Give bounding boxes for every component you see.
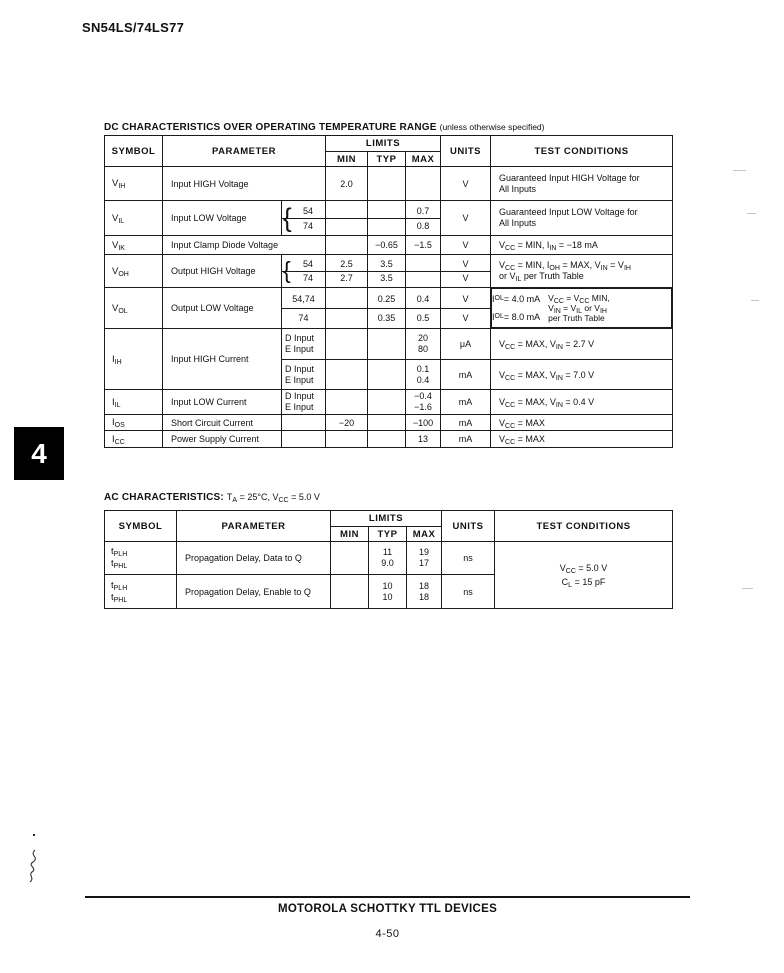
units-cell: ns [442, 575, 495, 609]
dc-header-row [105, 136, 673, 152]
typ-cell [368, 415, 406, 431]
symbol-cell [105, 542, 177, 575]
min-cell [331, 575, 369, 609]
row-icc [105, 431, 673, 448]
units-cell [441, 255, 491, 288]
units-cell: μA [441, 329, 491, 360]
min-cell [326, 236, 368, 255]
units-cell [441, 288, 491, 329]
units-cell: mA [441, 415, 491, 431]
min-cell [326, 360, 368, 390]
max-cell: 13 [406, 431, 441, 448]
scan-dash-artifact [747, 213, 756, 214]
max-value: 20 [417, 333, 428, 343]
max-value: 19 [418, 547, 429, 557]
parameter-cell: Output HIGH Voltage [163, 255, 282, 288]
symbol-cell: $V_{IH}$ [105, 167, 163, 201]
symbol-cell: $V_{OH}$ [105, 255, 163, 288]
max-value: 0.7 [406, 204, 440, 219]
units-cell: ns [442, 542, 495, 575]
scan-dash-artifact [751, 300, 759, 301]
parameter-cell: Input LOW Current [163, 390, 282, 415]
min-cell [326, 431, 368, 448]
test-cell [491, 167, 673, 201]
device-label: 54,74 [282, 290, 325, 309]
ac-characteristics-section [104, 492, 672, 609]
typ-cell [369, 542, 407, 575]
dc-table [104, 135, 673, 448]
ac-header-parameter: PARAMETER [177, 511, 331, 542]
typ-value: 10 [382, 591, 393, 602]
device-split-cell [282, 415, 326, 431]
min-cell [331, 542, 369, 575]
dc-title-text: DC CHARACTERISTICS OVER OPERATING TEMPERATURE RANGE [104, 122, 437, 133]
max-value: 80 [417, 344, 428, 354]
ac-header-typ: TYP [369, 527, 407, 542]
units-cell: V [441, 201, 491, 236]
ac-title-text: AC CHARACTERISTICS: [104, 492, 224, 503]
max-value: 18 [418, 591, 429, 602]
typ-value: 3.5 [380, 273, 393, 283]
max-cell [406, 288, 441, 329]
max-cell [406, 390, 441, 415]
test-line: per Truth Table [548, 313, 605, 323]
max-value: −1.6 [414, 402, 432, 412]
typ-value: 0.25 [368, 290, 405, 309]
test-cell: $V_{CC}$ = MAX, $V_{IN} = 0.4$ V [491, 390, 673, 415]
ac-header-test: TEST CONDITIONS [495, 511, 673, 542]
device-split-cell [282, 288, 326, 329]
ac-header-row [105, 511, 673, 527]
typ-cell: −0.65 [368, 236, 406, 255]
scan-dot-artifact [33, 834, 35, 836]
input-label: E Input [285, 374, 314, 385]
symbol-cell [105, 575, 177, 609]
test-line: $V_{IN} = V_{IL}$ or $V_{IH}$ [548, 303, 607, 315]
min-cell: −20 [326, 415, 368, 431]
ac-section-title [104, 492, 672, 503]
max-value: 0.8 [416, 220, 430, 231]
ac-header-units: UNITS [442, 511, 495, 542]
input-label: E Input [285, 402, 314, 412]
symbol-line: $t_{PLH}$ [111, 579, 128, 592]
row-vih [105, 167, 673, 201]
dc-header-typ: TYP [368, 152, 406, 167]
input-label: D Input [285, 333, 315, 343]
ac-header-symbol: SYMBOL [105, 511, 177, 542]
units-cell: V [441, 167, 491, 201]
input-split-cell [282, 390, 326, 415]
device-label: 74 [302, 273, 313, 283]
units-cell: mA [441, 360, 491, 390]
row-prop-delay-data [105, 542, 673, 575]
parameter-cell: Input HIGH Current [163, 329, 282, 390]
input-split-cell [282, 329, 326, 360]
typ-cell [369, 575, 407, 609]
device-label: 74 [298, 312, 309, 323]
min-cell [326, 255, 368, 288]
max-cell [406, 255, 441, 288]
ac-header-max: MAX [407, 527, 442, 542]
units-cell: mA [441, 431, 491, 448]
dc-header-min: MIN [326, 152, 368, 167]
typ-cell [368, 201, 406, 236]
device-split-cell [282, 431, 326, 448]
device-split-cell [282, 255, 326, 288]
dc-section-title [104, 122, 672, 133]
device-label: 54 [282, 204, 325, 219]
symbol-cell: $V_{OL}$ [105, 288, 163, 329]
typ-value: 9.0 [381, 558, 394, 568]
typ-cell [368, 360, 406, 390]
typ-value: 10 [382, 580, 393, 591]
test-cell: $V_{CC}$ = MAX, $V_{IN} = 7.0$ V [491, 360, 673, 390]
symbol-cell: $I_{IL}$ [105, 390, 163, 415]
typ-cell [368, 255, 406, 288]
symbol-cell: $I_{IH}$ [105, 329, 163, 390]
brace-glyph: { [283, 257, 291, 284]
dc-header-test: TEST CONDITIONS [491, 136, 673, 167]
min-cell [326, 390, 368, 415]
parameter-cell: Short Circuit Current [163, 415, 282, 431]
test-cell: $V_{CC}$ = MIN, $I_{IN} = -18$ mA [491, 236, 673, 255]
units-cell: V [441, 236, 491, 255]
test-line: All Inputs [499, 218, 537, 228]
device-label: 74 [302, 220, 313, 231]
test-cell [495, 542, 673, 609]
test-line: or $V_{IL}$ per Truth Table [499, 271, 584, 283]
test-line: $V_{CC} = V_{CC}$ MIN, [548, 293, 610, 305]
device-split-cell [282, 201, 326, 236]
parameter-cell: Power Supply Current [163, 431, 282, 448]
parameter-cell: Propagation Delay, Data to Q [177, 542, 331, 575]
ac-header-min: MIN [331, 527, 369, 542]
max-value: 0.1 [416, 363, 430, 374]
test-cell [491, 288, 672, 328]
test-line: Guaranteed Input HIGH Voltage for [499, 172, 640, 183]
typ-cell [368, 167, 406, 201]
scan-dash-artifact [733, 170, 746, 171]
max-cell [406, 201, 441, 236]
typ-value: 0.35 [377, 312, 396, 323]
dc-header-symbol: SYMBOL [105, 136, 163, 167]
min-cell: 2.0 [326, 167, 368, 201]
parameter-cell: Output LOW Voltage [163, 288, 282, 329]
ac-table [104, 510, 673, 609]
symbol-line: $t_{PHL}$ [111, 591, 128, 604]
max-value: 18 [418, 580, 429, 591]
typ-cell [368, 390, 406, 415]
symbol-cell: $I_{CC}$ [105, 431, 163, 448]
footer-title: MOTOROLA SCHOTTKY TTL DEVICES [277, 903, 498, 915]
symbol-line: $t_{PHL}$ [111, 558, 128, 570]
test-line: All Inputs [499, 183, 537, 194]
test-line: $V_{CC} = 5.0$ V [559, 563, 608, 575]
footer-rule [85, 896, 690, 898]
test-line: Guaranteed Input LOW Voltage for [499, 207, 638, 217]
part-number-title: SN54LS/74LS77 [82, 20, 185, 35]
scan-dash-artifact [742, 588, 753, 589]
parameter-cell: Propagation Delay, Enable to Q [177, 575, 331, 609]
min-value: 2.5 [326, 258, 367, 272]
page-number: 4-50 [375, 928, 400, 940]
typ-value: 3.5 [368, 258, 405, 272]
test-line: $V_{CC}$ = MIN, $I_{OH}$ = MAX, $V_{IN} = V_{IH}$ [499, 260, 631, 272]
test-cell: $V_{CC}$ = MAX, $V_{IN} = 2.7$ V [491, 329, 673, 360]
row-vik [105, 236, 673, 255]
row-iil [105, 390, 673, 415]
chapter-number: 4 [31, 437, 47, 469]
input-split-cell [282, 360, 326, 390]
units-value: V [441, 258, 490, 272]
min-value: 2.7 [340, 273, 353, 283]
min-cell [326, 288, 368, 329]
min-cell [326, 329, 368, 360]
max-cell: −100 [406, 415, 441, 431]
max-value: −0.4 [414, 391, 432, 401]
row-ios [105, 415, 673, 431]
input-label: E Input [285, 344, 314, 354]
symbol-cell: $V_{IL}$ [105, 201, 163, 236]
parameter-cell: Input LOW Voltage [163, 201, 282, 236]
max-cell [406, 360, 441, 390]
min-cell [326, 201, 368, 236]
row-vil [105, 201, 673, 236]
parameter-cell: Input HIGH Voltage [163, 167, 326, 201]
units-value: V [462, 273, 469, 283]
row-iih-a [105, 329, 673, 360]
row-vol [105, 288, 673, 329]
ac-title-note: $T_A = 25^\circ C$, $V_{CC} = 5.0$ V [226, 492, 320, 504]
brace-glyph: { [283, 202, 292, 233]
dc-header-max: MAX [406, 152, 441, 167]
input-label: D Input [285, 391, 315, 401]
max-value: 0.4 [406, 290, 440, 309]
test-line: I OL = 4.0 mA [492, 294, 541, 304]
test-line: I OL = 8.0 mA [492, 312, 541, 322]
dc-header-units: UNITS [441, 136, 491, 167]
symbol-cell: $I_{OS}$ [105, 415, 163, 431]
dc-characteristics-section [104, 122, 672, 448]
symbol-line: $t_{PLH}$ [111, 546, 128, 558]
max-cell [407, 575, 442, 609]
max-value: 0.5 [416, 312, 430, 323]
test-cell [491, 255, 673, 288]
test-cell [491, 201, 673, 236]
max-cell [406, 167, 441, 201]
input-label: D Input [285, 363, 315, 374]
max-cell [407, 542, 442, 575]
max-value: 0.4 [416, 374, 430, 385]
scan-scribble-artifact [24, 848, 46, 886]
typ-cell [368, 288, 406, 329]
units-value: V [462, 312, 469, 323]
dc-header-limits: LIMITS [326, 136, 441, 152]
units-cell: mA [441, 390, 491, 415]
chapter-tab [14, 427, 64, 480]
typ-cell [368, 329, 406, 360]
ac-header-limits: LIMITS [331, 511, 442, 527]
typ-value: 11 [382, 547, 393, 557]
symbol-cell: $V_{IK}$ [105, 236, 163, 255]
test-cell: $V_{CC}$ = MAX [491, 431, 673, 448]
row-voh [105, 255, 673, 288]
max-cell: −1.5 [406, 236, 441, 255]
test-line: $C_L = 15$ pF [561, 577, 606, 589]
units-value: V [441, 290, 490, 309]
typ-cell [368, 431, 406, 448]
max-cell [406, 329, 441, 360]
dc-title-note: (unless otherwise specified) [439, 122, 545, 132]
device-label: 54 [282, 258, 325, 272]
dc-header-parameter: PARAMETER [163, 136, 326, 167]
parameter-cell: Input Clamp Diode Voltage [163, 236, 326, 255]
test-cell: $V_{CC}$ = MAX [491, 415, 673, 431]
max-value: 17 [418, 558, 429, 568]
